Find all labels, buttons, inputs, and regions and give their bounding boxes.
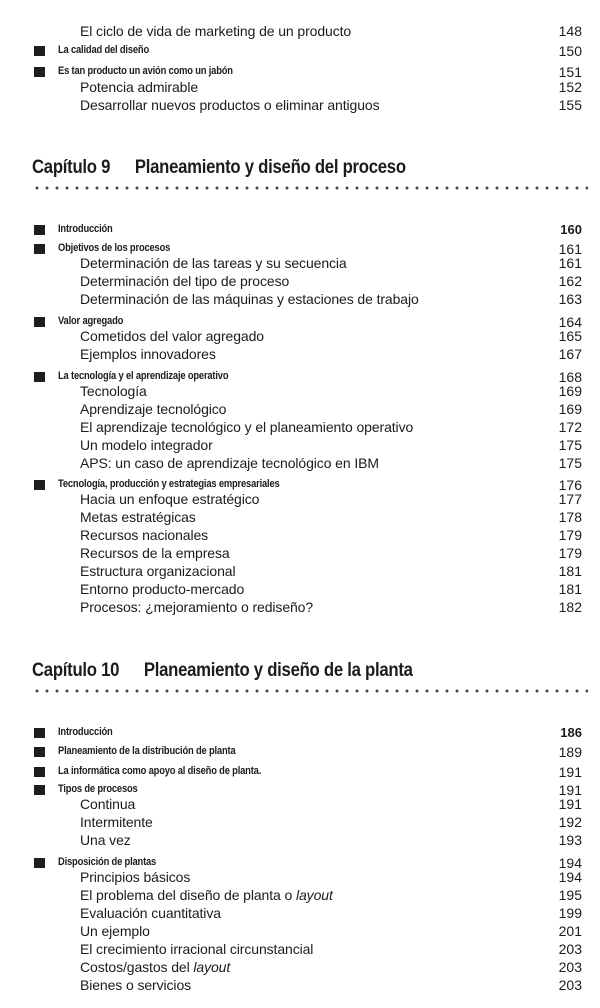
entry-page: 182 xyxy=(558,599,582,615)
entry-text: Desarrollar nuevos productos o eliminar antiguos xyxy=(80,97,380,113)
entry-text: Determinación de las máquinas y estaciones de trabajo xyxy=(80,291,419,307)
entry-text: Intermitente xyxy=(80,814,153,830)
entry-text: Bienes o servicios xyxy=(80,977,192,993)
toc-subentry xyxy=(0,814,600,832)
entry-page: 178 xyxy=(558,509,582,525)
entry-text: Continua xyxy=(80,796,136,812)
square-bullet-icon xyxy=(34,785,45,795)
toc-subentry xyxy=(0,291,600,309)
entry-text: Objetivos de los procesos xyxy=(58,242,171,254)
entry-page: 193 xyxy=(558,832,582,848)
entry-page: 150 xyxy=(558,43,582,59)
entry-page: 160 xyxy=(560,222,582,237)
toc-subentry xyxy=(0,941,600,959)
entry-text: El crecimiento irracional circunstancial xyxy=(80,941,314,957)
entry-text: Una vez xyxy=(80,832,131,848)
square-bullet-icon xyxy=(34,225,45,235)
entry-page: 203 xyxy=(558,977,582,993)
entry-page: 177 xyxy=(558,491,582,507)
entry-page: 172 xyxy=(558,419,582,435)
entry-page: 189 xyxy=(558,744,582,760)
entry-text: Introducción xyxy=(58,726,113,738)
entry-page: 148 xyxy=(558,23,582,39)
entry-text: Costos/gastos del layout xyxy=(80,959,231,975)
entry-text: Hacia un enfoque estratégico xyxy=(80,491,260,507)
square-bullet-icon xyxy=(34,480,45,490)
chapter-title: Planeamiento y diseño de la planta xyxy=(143,660,413,681)
toc-subentry xyxy=(0,905,600,923)
entry-page: 175 xyxy=(558,437,582,453)
toc-subentry xyxy=(0,599,600,617)
entry-page: 176 xyxy=(558,477,582,493)
entry-page: 167 xyxy=(558,346,582,362)
entry-page: 181 xyxy=(558,581,582,597)
toc-subentry xyxy=(0,581,600,599)
square-bullet-icon xyxy=(34,317,45,327)
entry-text: Aprendizaje tecnológico xyxy=(80,401,227,417)
entry-text: Determinación del tipo de proceso xyxy=(80,273,290,289)
toc-subentry xyxy=(0,97,600,115)
entry-text: La calidad del diseño xyxy=(58,44,150,56)
chapter-title: Planeamiento y diseño del proceso xyxy=(134,157,406,178)
entry-page: 161 xyxy=(558,241,582,257)
square-bullet-icon xyxy=(34,46,45,56)
entry-page: 168 xyxy=(558,369,582,385)
toc-subentry xyxy=(0,455,600,473)
square-bullet-icon xyxy=(34,747,45,757)
toc-heading xyxy=(0,221,600,239)
entry-page: 162 xyxy=(558,273,582,289)
entry-text: La informática como apoyo al diseño de planta. xyxy=(58,765,262,777)
entry-text: Ejemplos innovadores xyxy=(80,346,216,362)
entry-text: Determinación de las tareas y su secuencia xyxy=(80,255,347,271)
entry-page: 191 xyxy=(558,782,582,798)
toc-subentry xyxy=(0,545,600,563)
entry-text: Planeamiento de la distribución de planta xyxy=(58,745,236,757)
entry-text: Tecnología, producción y estrategias empresariales xyxy=(58,478,280,490)
chapter-heading xyxy=(32,660,413,686)
chapter-heading xyxy=(32,157,406,183)
entry-page: 192 xyxy=(558,814,582,830)
entry-page: 191 xyxy=(558,764,582,780)
toc-heading xyxy=(0,42,600,60)
toc-subentry xyxy=(0,887,600,905)
toc-subentry xyxy=(0,509,600,527)
entry-text: APS: un caso de aprendizaje tecnológico en IBM xyxy=(80,455,379,471)
entry-text: El problema del diseño de planta o layout xyxy=(80,887,333,903)
entry-text: Estructura organizacional xyxy=(80,563,236,579)
entry-page: 194 xyxy=(558,869,582,885)
toc-subentry xyxy=(0,959,600,977)
square-bullet-icon xyxy=(34,244,45,254)
toc-subentry xyxy=(0,563,600,581)
square-bullet-icon xyxy=(34,372,45,382)
entry-text: Cometidos del valor agregado xyxy=(80,328,264,344)
toc-subentry xyxy=(0,419,600,437)
toc-heading xyxy=(0,743,600,761)
entry-text: Potencia admirable xyxy=(80,79,199,95)
square-bullet-icon xyxy=(34,728,45,738)
toc-subentry xyxy=(0,832,600,850)
toc-subentry xyxy=(0,923,600,941)
entry-text: Procesos: ¿mejoramiento o rediseño? xyxy=(80,599,314,615)
toc-subentry xyxy=(0,23,600,41)
entry-text: Tecnología xyxy=(80,383,147,399)
entry-page: 203 xyxy=(558,959,582,975)
toc-subentry xyxy=(0,437,600,455)
square-bullet-icon xyxy=(34,858,45,868)
entry-page: 163 xyxy=(558,291,582,307)
chapter-number: Capítulo 10 xyxy=(32,660,120,681)
entry-page: 155 xyxy=(558,97,582,113)
dotted-divider xyxy=(32,688,588,694)
toc-subentry xyxy=(0,491,600,509)
entry-text: Evaluación cuantitativa xyxy=(80,905,221,921)
chapter-number: Capítulo 9 xyxy=(32,157,111,178)
entry-page: 194 xyxy=(558,855,582,871)
entry-page: 179 xyxy=(558,527,582,543)
entry-page: 191 xyxy=(558,796,582,812)
entry-page: 201 xyxy=(558,923,582,939)
entry-page: 203 xyxy=(558,941,582,957)
entry-page: 195 xyxy=(558,887,582,903)
entry-page: 169 xyxy=(558,383,582,399)
entry-text: Recursos nacionales xyxy=(80,527,209,543)
dotted-divider xyxy=(32,185,588,191)
entry-text: Un ejemplo xyxy=(80,923,150,939)
toc-heading xyxy=(0,763,600,781)
toc-heading xyxy=(0,724,600,742)
square-bullet-icon xyxy=(34,767,45,777)
toc-subentry xyxy=(0,328,600,346)
entry-text: Entorno producto-mercado xyxy=(80,581,245,597)
entry-page: 161 xyxy=(558,255,582,271)
entry-page: 179 xyxy=(558,545,582,561)
entry-text: El ciclo de vida de marketing de un producto xyxy=(80,23,352,39)
toc-subentry xyxy=(0,273,600,291)
square-bullet-icon xyxy=(34,67,45,77)
toc-subentry xyxy=(0,401,600,419)
entry-text: Tipos de procesos xyxy=(58,783,138,795)
entry-text: Un modelo integrador xyxy=(80,437,213,453)
entry-page: 151 xyxy=(558,64,582,80)
entry-page: 152 xyxy=(558,79,582,95)
toc-subentry xyxy=(0,977,600,995)
entry-text: Disposición de plantas xyxy=(58,856,157,868)
entry-text: Introducción xyxy=(58,223,113,235)
entry-page: 165 xyxy=(558,328,582,344)
entry-text: Es tan producto un avión como un jabón xyxy=(58,65,233,77)
toc-subentry xyxy=(0,869,600,887)
toc-subentry xyxy=(0,346,600,364)
entry-text: Valor agregado xyxy=(58,315,124,327)
entry-text: Metas estratégicas xyxy=(80,509,196,525)
toc-subentry xyxy=(0,79,600,97)
entry-text: Recursos de la empresa xyxy=(80,545,230,561)
toc-subentry xyxy=(0,255,600,273)
entry-text: El aprendizaje tecnológico y el planeamiento operativo xyxy=(80,419,414,435)
toc-subentry xyxy=(0,527,600,545)
entry-page: 186 xyxy=(560,725,582,740)
entry-page: 164 xyxy=(558,314,582,330)
entry-text: Principios básicos xyxy=(80,869,191,885)
entry-page: 169 xyxy=(558,401,582,417)
entry-text: La tecnología y el aprendizaje operativo xyxy=(58,370,229,382)
entry-page: 181 xyxy=(558,563,582,579)
entry-page: 175 xyxy=(558,455,582,471)
toc-subentry xyxy=(0,383,600,401)
toc-subentry xyxy=(0,796,600,814)
entry-page: 199 xyxy=(558,905,582,921)
